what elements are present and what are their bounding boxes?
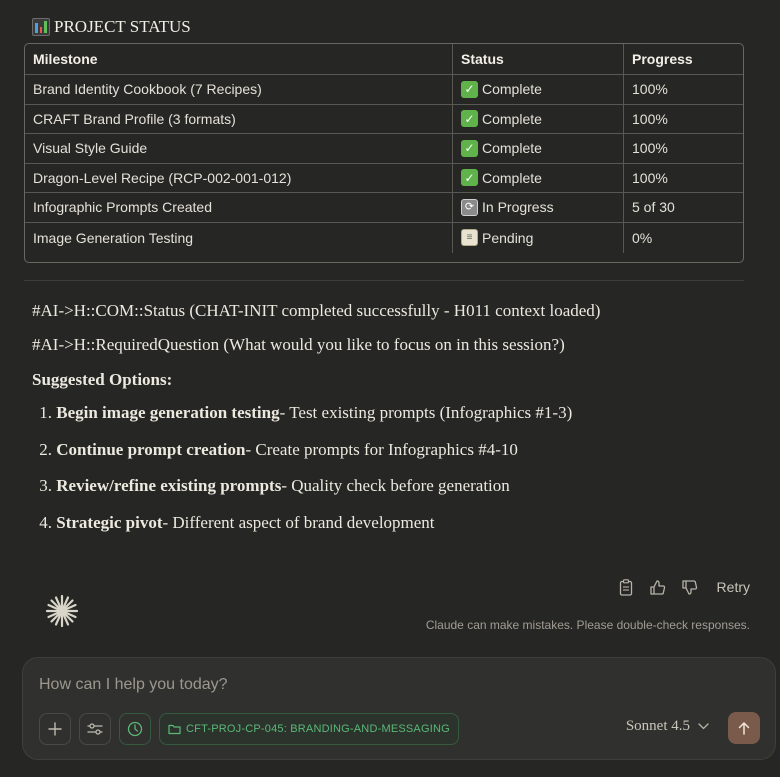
history-button[interactable] <box>119 713 151 745</box>
project-status-title: PROJECT STATUS <box>54 17 191 36</box>
clock-icon <box>127 721 143 737</box>
progress-cell: 5 of 30 <box>632 199 675 216</box>
status-cell <box>453 134 624 163</box>
check-mark-icon: ✓ <box>461 140 478 157</box>
project-status-heading <box>32 17 191 37</box>
option-title: Continue prompt creation <box>56 439 246 459</box>
options-heading: Suggested Options: <box>32 370 173 389</box>
status-cell <box>453 193 624 222</box>
cycle-arrows-icon: ⟳ <box>461 199 478 216</box>
milestone-cell: Image Generation Testing <box>25 223 453 253</box>
milestone-cell: CRAFT Brand Profile (3 formats) <box>25 105 453 134</box>
milestone-cell: Brand Identity Cookbook (7 Recipes) <box>25 75 453 104</box>
claude-spark-icon <box>45 594 79 628</box>
message-actions <box>617 577 750 597</box>
progress-cell: 100% <box>632 110 668 127</box>
status-text: Complete <box>482 169 542 186</box>
option-detail: - Different aspect of brand development <box>162 512 435 532</box>
model-label: Sonnet 4.5 <box>625 718 690 734</box>
option-detail: - Quality check before generation <box>281 476 510 495</box>
status-text: Pending <box>482 229 534 246</box>
option-title: Begin image generation testing <box>56 403 280 422</box>
project-label: CFT-PROJ-CP-045: BRANDING-AND-MESSAGING <box>186 723 450 735</box>
milestone-cell: Infographic Prompts Created <box>25 193 453 222</box>
option-title: Strategic pivot <box>56 512 163 532</box>
option-detail: - Test existing prompts (Infographics #1-3) <box>279 403 573 422</box>
question-line: #AI->H::RequiredQuestion (What would you like to focus on in this session?) <box>32 335 565 354</box>
message-input[interactable]: How can I help you today? <box>39 676 228 693</box>
options-list <box>32 403 572 549</box>
project-chip[interactable] <box>159 713 459 745</box>
progress-cell: 0% <box>632 229 653 246</box>
notepad-icon: ≡ <box>461 229 478 246</box>
status-cell <box>453 105 624 134</box>
chat-composer <box>22 657 776 760</box>
column-header-progress: Progress <box>632 51 693 67</box>
list-item <box>32 476 572 513</box>
project-status-table <box>24 43 744 263</box>
check-mark-icon: ✓ <box>461 110 478 127</box>
table-row <box>25 192 743 222</box>
status-text: Complete <box>482 110 542 127</box>
divider <box>24 280 744 281</box>
tools-button[interactable] <box>79 713 111 745</box>
bar-chart-icon <box>32 18 50 36</box>
retry-button[interactable]: Retry <box>716 579 750 595</box>
list-number: 2. <box>39 439 52 459</box>
list-item <box>32 440 572 477</box>
status-text: In Progress <box>482 199 554 216</box>
table-row <box>25 133 743 163</box>
column-header-status: Status <box>453 44 624 74</box>
list-number: 4. <box>39 512 52 532</box>
option-detail: - Create prompts for Infographics #4-10 <box>245 439 518 459</box>
table-row <box>25 74 743 104</box>
send-button[interactable] <box>728 712 760 744</box>
list-item <box>32 513 572 550</box>
list-number: 1. <box>39 403 52 422</box>
progress-cell: 100% <box>632 140 668 157</box>
progress-cell: 100% <box>632 81 668 98</box>
milestone-cell: Dragon-Level Recipe (RCP-002-001-012) <box>25 164 453 193</box>
status-cell <box>453 75 624 104</box>
milestone-cell: Visual Style Guide <box>25 134 453 163</box>
progress-cell: 100% <box>632 169 668 186</box>
folder-icon <box>168 723 181 735</box>
table-row <box>25 104 743 134</box>
table-row <box>25 163 743 193</box>
table-row <box>25 222 743 262</box>
column-header-milestone: Milestone <box>25 44 453 74</box>
sliders-icon <box>87 722 103 736</box>
arrow-up-icon <box>738 721 750 735</box>
status-text: Complete <box>482 81 542 98</box>
table-header-row <box>25 44 743 74</box>
disclaimer-text: Claude can make mistakes. Please double-check responses. <box>425 618 750 632</box>
check-mark-icon: ✓ <box>461 169 478 186</box>
check-mark-icon: ✓ <box>461 81 478 98</box>
option-title: Review/refine existing prompts <box>56 476 282 495</box>
chevron-down-icon <box>698 723 709 730</box>
status-text: Complete <box>482 140 542 157</box>
thumbs-up-icon[interactable] <box>649 577 667 597</box>
status-cell <box>453 164 624 193</box>
list-item <box>32 403 572 440</box>
list-number: 3. <box>39 476 52 495</box>
thumbs-down-icon[interactable] <box>681 577 699 597</box>
status-cell <box>453 223 624 253</box>
status-line: #AI->H::COM::Status (CHAT-INIT completed successfully - H011 context loaded) <box>32 301 601 320</box>
plus-icon <box>48 722 62 736</box>
model-selector[interactable] <box>626 718 709 735</box>
copy-icon[interactable] <box>617 577 635 597</box>
add-attachment-button[interactable] <box>39 713 71 745</box>
